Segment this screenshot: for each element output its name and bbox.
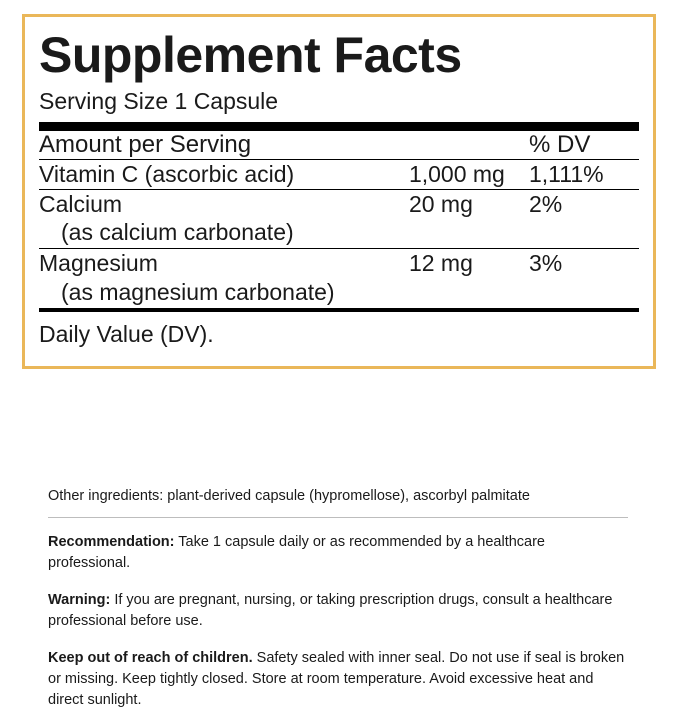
table-row [39,190,639,249]
nutrient-dv: 3% [529,250,563,277]
nutrient-name: Vitamin C (ascorbic acid) [39,160,295,187]
header-amount-spacer [409,131,529,159]
warning-text: If you are pregnant, nursing, or taking prescription drugs, consult a healthcare professional before use. [48,592,613,630]
other-ingredients: Other ingredients: plant-derived capsule (hypromellose), ascorbyl palmitate [48,488,530,504]
panel-title: Supplement Facts [39,27,462,83]
header-amount-per-serving: Amount per Serving [39,130,252,158]
section-divider [48,517,628,518]
nutrient-source: (as magnesium carbonate) [61,278,335,305]
warning-label: Warning: [48,592,111,609]
nutrient-amount: 1,000 mg [408,160,505,187]
warning-paragraph [48,590,628,632]
keep-out-text: Safety sealed with inner seal. Do not use if seal is broken or missing. Keep tightly closed. Store at room temperature. Avoid excessive heat and direct sunlight. [48,650,625,709]
nutrient-amount: 12 mg [408,250,473,277]
nutrient-name-group [39,249,409,308]
recommendation-paragraph [48,532,628,574]
table-header-row [39,131,639,159]
nutrition-table [39,131,639,308]
recommendation-label: Recommendation: [48,534,175,551]
keep-out-label: Keep out of reach of children. [48,650,253,667]
supplement-facts-panel [22,14,656,369]
daily-value-note: Daily Value (DV). [39,320,214,347]
nutrient-source: (as calcium carbonate) [61,219,294,246]
label-text-block [48,486,628,711]
nutrient-dv: 1,111% [529,160,604,187]
table-row [39,160,639,189]
rule-thick-top [39,122,639,131]
nutrient-dv: 2% [529,190,563,217]
table-row [39,249,639,308]
serving-size: Serving Size 1 Capsule [39,88,279,114]
nutrient-name: Calcium [39,190,123,217]
header-percent-dv: % DV [529,130,591,158]
nutrient-amount: 20 mg [408,190,473,217]
keep-out-of-reach-paragraph [48,648,628,711]
nutrient-name-group [39,190,409,249]
recommendation-text: Take 1 capsule daily or as recommended by a healthcare professional. [48,534,546,572]
nutrient-name: Magnesium [39,250,158,277]
